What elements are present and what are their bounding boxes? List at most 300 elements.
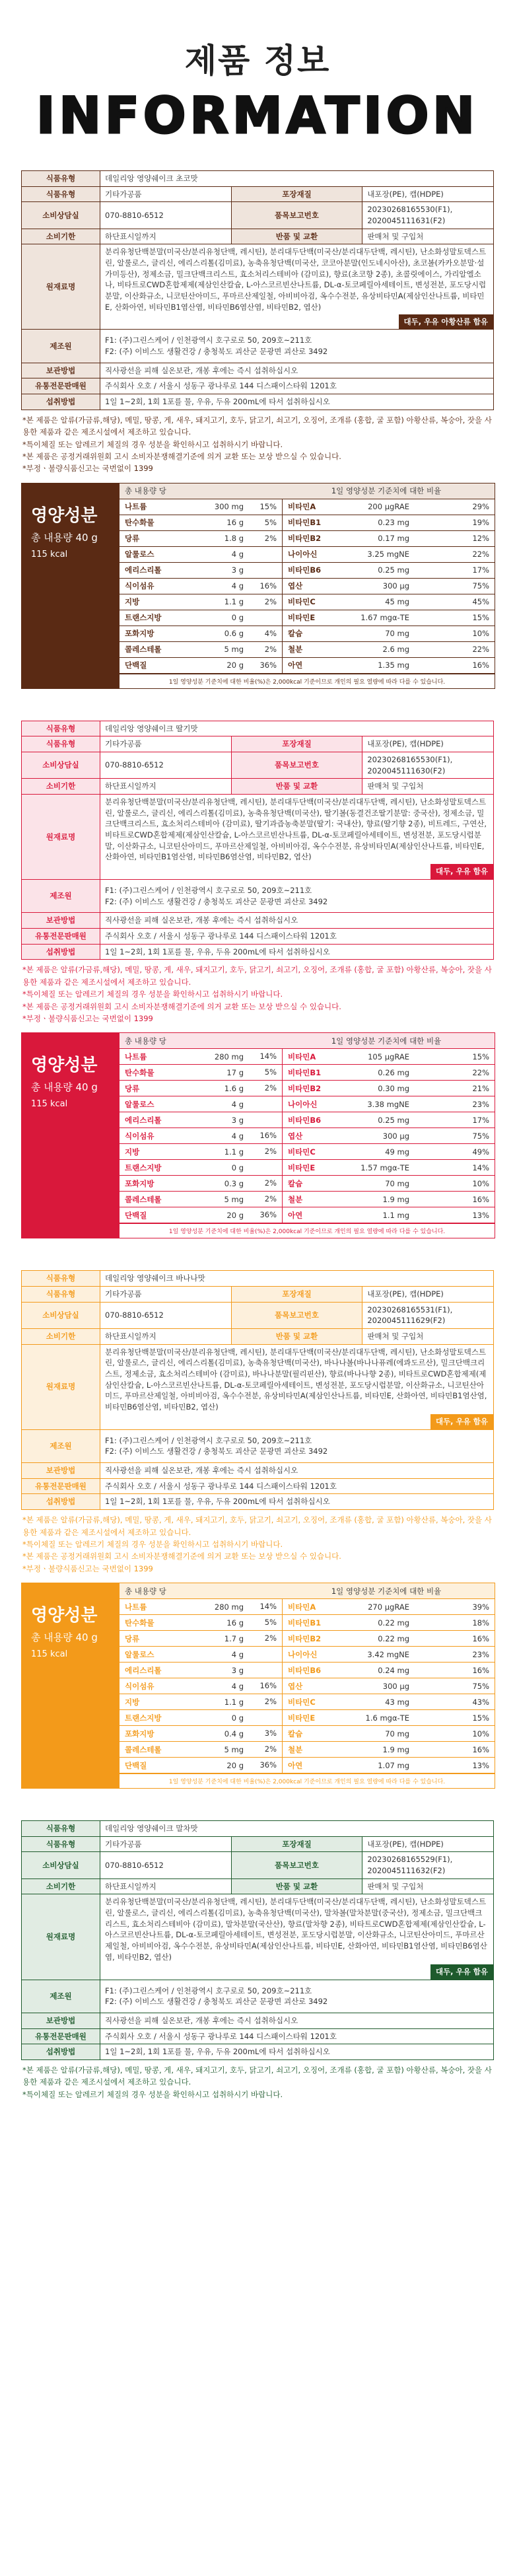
nutrition-row — [120, 1694, 495, 1710]
nutrition-cell: 13% — [472, 1760, 489, 1770]
nutrition-row — [120, 658, 495, 674]
nutrition-row — [120, 547, 495, 563]
product-info-table — [21, 170, 494, 410]
nutrition-cell: 0.23 mg — [378, 518, 409, 528]
page-title: 제품 정보 — [184, 42, 331, 80]
nutrition-row — [120, 1192, 495, 1207]
nutrition-footnote: 1일 영양성분 기준치에 대한 비율(%)은 2,000kcal 기준이므로 개인의 필요 열량에 따라 다를 수 있습니다. — [120, 1223, 495, 1238]
nutrition-cell: 200 μgRAE — [368, 502, 409, 512]
nutrition-summary — [22, 483, 120, 688]
nutrition-cell: 5% — [248, 1065, 283, 1080]
nutrition-cell: 21% — [472, 1083, 489, 1093]
nutrition-cell: 0.24 mg — [378, 1665, 409, 1675]
nutrition-cell: 2% — [248, 1631, 283, 1646]
nutrition-cell: 1.8 g — [224, 534, 244, 544]
nutrition-cell: 75% — [472, 581, 489, 591]
nutrition-cell: 1.57 mgα-TE — [360, 1163, 409, 1172]
nutrition-row — [120, 642, 495, 658]
consultation-phone: 070-8810-6512 — [100, 752, 232, 779]
nutrition-cell: 트랜스지방 — [125, 613, 162, 623]
nutrition-cell: 4 g — [231, 1131, 244, 1141]
nutrition-cell: 포화지방 — [125, 629, 154, 639]
nutrition-cell: 23% — [472, 1099, 489, 1109]
nutrition-cell: 3% — [248, 1726, 283, 1741]
allergen-badge: 대두, 우유 아황산류 함유 — [399, 314, 493, 330]
nutrition-cell: 15% — [472, 1713, 489, 1723]
nutrition-cell: 0 g — [231, 613, 244, 623]
nutrition-cell: 알룰로스 — [125, 1649, 154, 1659]
nutrition-cell: 36% — [248, 658, 283, 673]
nutrition-cell: 4 g — [231, 550, 244, 559]
nutrition-cell: 15% — [472, 1052, 489, 1061]
product-section — [21, 721, 494, 1239]
ingredients-text: 분리유청단백분말(미국산/분리유청단백, 레시틴), 분리대두단백(미국산/분리대두단백, 레시틴), 난소화성말토덱스트린, 알룰로스, 글리신, 에리스리톨(김미료), 농축유청단백(미국산), 말차볼(말차분말(중국산), 정제소금, 밀크단백크리스트, 효소처리스테비아 (감미료), 말차분말(국산산), 향료(말차향 2종), 비타트로CWD혼합제제(제삼인산칼슘, L-아스코르빈산나트륨, DL-α-토코페릴아세테이트, 변성전분, 포도당시럽분말, 이산화규소, 니코틴산아미드, 푸마르산제일철, 아비비아검, 옥수수전분, 유상비타민A(제삼인산나트륨, 비타민E, 산화아연, 비타민B1염산염, 비타민B6염산염, 비타민B2, 엽산) — [105, 1897, 487, 1962]
nutrition-cell: 트랜스지방 — [125, 1163, 162, 1172]
food-type: 기타가공품 — [100, 736, 232, 752]
nutrition-cell: 콜레스테롤 — [125, 1744, 162, 1754]
nutrition-row — [120, 579, 495, 594]
nutrition-cell: 2% — [248, 1694, 283, 1709]
label-ingredients: 원재료명 — [22, 1894, 100, 1980]
nutrition-cell: 280 mg — [214, 1052, 244, 1061]
nutrition-cell: 19% — [472, 518, 489, 528]
product-name: 데일리앙 영양쉐이크 말차맛 — [100, 1821, 494, 1837]
label-manufacturer: 제조원 — [22, 330, 100, 363]
product-name: 데일리앙 영양쉐이크 딸기맛 — [100, 721, 494, 736]
nutrition-cell: 비타민E — [288, 1713, 316, 1723]
nutrition-cell: 300 mg — [214, 502, 244, 512]
nutrition-row — [120, 1599, 495, 1615]
storage: 직사광선을 피해 실온보관, 개봉 후에는 즉시 섭취하십시오 — [100, 363, 494, 378]
nutrition-cell: 3.42 mgNE — [367, 1649, 409, 1659]
label-intake: 섭취방법 — [22, 944, 100, 960]
nutrition-cell: 비타민A — [288, 502, 316, 512]
nutrition-row — [120, 531, 495, 547]
nutrition-cell: 식이섬유 — [125, 1131, 154, 1141]
product-section — [21, 1820, 494, 2108]
nutrition-weight: 총 내용량 40 g — [31, 1631, 98, 1644]
nutrition-ratio-label: 1일 영양성분 기준치에 대한 비율 — [331, 1586, 442, 1596]
section-gap — [0, 689, 515, 721]
report-no: 20230268165530(F1), 2020045111630(F2) — [362, 752, 494, 779]
nutrition-cell: 0.22 mg — [378, 1618, 409, 1628]
label-distributor: 유통전문판매원 — [22, 929, 100, 945]
label-product-name: 식품유형 — [22, 1821, 100, 1837]
nutrition-cell: 300 μg — [382, 581, 409, 591]
nutrition-cell: 36% — [248, 1207, 283, 1223]
nutrition-cell: 1.9 mg — [382, 1194, 409, 1204]
notes: *본 제품은 알류(가금류,해당), 메밀, 땅콩, 게, 새우, 돼지고기, 호두, 닭고기, 쇠고기, 오징어, 조개류 (홍합, 굴 포함) 아황산류, 복숭아, 잣을 사용한 제품과 같은 제조시설에서 제조하고 있습니다. *특이체질 또는 알레르기 체질의 경우 성분을 확인하시고 섭취하시기 바랍니다. — [22, 2065, 492, 2099]
nutrition-per-label: 총 내용량 당 — [125, 1036, 166, 1046]
ingredients-cell — [100, 795, 494, 880]
nutrition-kcal: 115 kcal — [31, 1099, 68, 1110]
nutrition-ratio-label: 1일 영양성분 기준치에 대한 비율 — [331, 1036, 442, 1046]
allergen-badge: 대두, 우유 함유 — [430, 1964, 493, 1980]
nutrition-row — [120, 1678, 495, 1694]
exchange: 판매처 및 구입처 — [362, 1878, 494, 1894]
nutrition-cell: 16% — [248, 1128, 283, 1143]
nutrition-cell: 280 mg — [214, 1602, 244, 1612]
ingredients-text: 분리유청단백분말(미국산/분리유청단백, 레시틴), 분리대두단백(미국산/분리대두단백, 레시틴), 난소화성말토덱스트린, 알룰로스, 글리신, 에리스리톨(김미료), 농축유청단백(미국산, 코코아분말(인도네시아산), 초코볼(카카오분말·설가미등산), 정제소금, 밀크단백크리스트, 효소처리스테비아 (감미료), 향료(초코향 2종), 초콜릿에이스, 가리알엘소나, 비타트로CWD혼합제제(제삼인산칼슘, L-아스코르빈산나트륨, DL-α-토코페릴아세테이트, 변성전분, 포도당시럽분말, 이산화규소, 니코틴산아미드, 푸마르산제일철, 아비비아검, 옥수수전분, 유상비타민A(제삼인산나트륨, 비타민E, 산화아연, 비타민B1염산염, 비타민B6염산염, 비타민B2, 엽산) — [105, 247, 487, 312]
label-exchange: 반품 및 교환 — [231, 229, 362, 244]
nutrition-cell: 36% — [248, 1758, 283, 1773]
nutrition-row — [120, 515, 495, 531]
label-product-name: 식품유형 — [22, 171, 100, 187]
nutrition-cell: 콜레스테롤 — [125, 645, 162, 655]
nutrition-cell: 17 g — [226, 1067, 244, 1077]
consultation-phone: 070-8810-6512 — [100, 1302, 232, 1328]
nutrition-cell: 22% — [472, 1067, 489, 1077]
product-info-table — [21, 1820, 494, 2060]
nutrition-cell: 20 g — [226, 661, 244, 670]
nutrition-row — [120, 1647, 495, 1663]
notes: *본 제품은 알류(가금류,해당), 메밀, 땅콩, 게, 새우, 돼지고기, 호두, 닭고기, 쇠고기, 오징어, 조개류 (홍합, 굴 포함) 아황산류, 복숭아, 잣을 사용한 제품과 같은 제조시설에서 제조하고 있습니다. *특이체질 또는 알레르기 체질의 경우 성분을 확인하시고 섭취하시기 바랍니다. *본 제품은 공정거래위원회 고시 소비자분쟁해결기준에 의거 교환 또는 보상 받으실 수 있습니다. *부정ㆍ불량식품신고는 국번없이 1399 — [22, 965, 492, 1024]
distributor: 주식회사 오호 / 서울시 성동구 광나루로 144 디스패이스타워 1201호 — [100, 2028, 494, 2044]
nutrition-cell: 3.25 mgNE — [367, 550, 409, 559]
nutrition-cell: 70 mg — [385, 629, 409, 639]
nutrition-cell: 알룰로스 — [125, 550, 154, 559]
nutrition-cell: 1.1 g — [224, 1147, 244, 1157]
nutrition-row — [120, 1112, 495, 1128]
nutrition-cell: 3.38 mgNE — [367, 1099, 409, 1109]
product-section — [21, 1270, 494, 1789]
nutrition-cell: 비타민B6 — [288, 565, 322, 575]
nutrition-cell: 16% — [472, 1744, 489, 1754]
nutrition-cell: 16% — [472, 661, 489, 670]
nutrition-row — [120, 1710, 495, 1726]
nutrition-cell: 14% — [248, 1049, 283, 1064]
nutrition-cell: 1.1 g — [224, 597, 244, 607]
nutrition-cell — [248, 1710, 283, 1725]
nutrition-cell: 3 g — [231, 1115, 244, 1125]
nutrition-row — [120, 1758, 495, 1773]
nutrition-cell: 39% — [472, 1602, 489, 1612]
nutrition-cell: 나트륨 — [125, 1602, 147, 1612]
nutrition-cell: 300 μg — [382, 1681, 409, 1691]
nutrition-cell — [248, 610, 283, 626]
nutrition-cell — [248, 1096, 283, 1112]
nutrition-cell: 지방 — [125, 1697, 140, 1707]
nutrition-cell: 16% — [472, 1633, 489, 1643]
nutrition-cell: 나트륨 — [125, 502, 147, 512]
nutrition-cell: 20 g — [226, 1210, 244, 1220]
nutrition-row — [120, 1726, 495, 1742]
expiry: 하단표시일까지 — [100, 1878, 232, 1894]
nutrition-cell: 아연 — [288, 1210, 303, 1220]
nutrition-cell: 29% — [472, 502, 489, 512]
nutrition-row — [120, 1207, 495, 1223]
notes: *본 제품은 알류(가금류,해당), 메밀, 땅콩, 게, 새우, 돼지고기, 호두, 닭고기, 쇠고기, 오징어, 조개류 (홍합, 굴 포함) 아황산류, 복숭아, 잣을 사용한 제품과 같은 제조시설에서 제조하고 있습니다. *특이체질 또는 알레르기 체질의 경우 성분을 확인하시고 섭취하시기 바랍니다. *본 제품은 공정거래위원회 고시 소비자분쟁해결기준에 의거 교환 또는 보상 받으실 수 있습니다. *부정ㆍ불량식품신고는 국번없이 1399 — [22, 1515, 492, 1573]
nutrition-cell: 4 g — [231, 1649, 244, 1659]
label-distributor: 유통전문판매원 — [22, 1478, 100, 1494]
nutrition-cell: 17% — [472, 1115, 489, 1125]
product-list — [0, 170, 515, 2140]
nutrition-cell: 비타민B1 — [288, 518, 322, 528]
nutrition-cell: 비타민E — [288, 1163, 316, 1172]
intake: 1일 1~2회, 1회 1포를 물, 우유, 두유 200mL에 타서 섭취하십시오 — [100, 394, 494, 410]
packaging: 내포장(PE), 캡(HDPE) — [362, 1836, 494, 1852]
exchange: 판매처 및 구입처 — [362, 779, 494, 795]
page-header — [0, 0, 515, 170]
nutrition-header-row — [120, 483, 495, 499]
nutrition-table — [21, 1032, 495, 1238]
nutrition-table — [21, 483, 495, 689]
nutrition-cell: 2% — [248, 1144, 283, 1159]
label-report-no: 품목보고번호 — [231, 1852, 362, 1878]
ingredients-text: 분리유청단백분말(미국산/분리유청단백, 레시틴), 분리대두단백(미국산/분리대두단백, 레시틴), 난소화성말토덱스트린, 알룰로스, 글리신, 에리스리톨(김미료), 농축유청단백(미국산), 바나나볼(바나나퓨레(에콰도르산), 밀크단백크리스트, 정제소금, 효소처리스테비아 (감미료), 바나나분말(필리핀산), 향료(바나나향 2종), 비타트로CWD혼합제제(제삼인산칼슘, L-아스코르빈산나트륨, DL-α-토코페릴아세테이트, 변성전분, 포도당시럽분말, 이산화규소, 니코틴산아미드, 푸마르산제일철, 아비비아검, 옥수수전분, 유상비타민A(제삼인산나트륨, 비타민E, 산화아연, 비타민B1염산염, 비타민B6염산염, 비타민B2, 엽산) — [105, 1347, 487, 1412]
intake: 1일 1~2회, 1회 1포를 물, 우유, 두유 200mL에 타서 섭취하십시오 — [100, 1494, 494, 1510]
nutrition-title: 영양성분 — [31, 1606, 98, 1626]
nutrition-row — [120, 1663, 495, 1678]
nutrition-cell: 5 mg — [224, 1194, 244, 1204]
exchange: 판매처 및 구입처 — [362, 1329, 494, 1345]
nutrition-cell: 1.35 mg — [378, 661, 409, 670]
nutrition-cell: 비타민B6 — [288, 1115, 322, 1125]
product-info-table — [21, 1270, 494, 1510]
packaging: 내포장(PE), 캡(HDPE) — [362, 1287, 494, 1303]
nutrition-cell: 70 mg — [385, 1729, 409, 1738]
nutrition-cell: 비타민B6 — [288, 1665, 322, 1675]
label-exchange: 반품 및 교환 — [231, 1329, 362, 1345]
nutrition-footnote: 1일 영양성분 기준치에 대한 비율(%)은 2,000kcal 기준이므로 개인의 필요 열량에 따라 다를 수 있습니다. — [120, 1773, 495, 1788]
consultation-phone: 070-8810-6512 — [100, 202, 232, 229]
nutrition-cell: 300 μg — [382, 1131, 409, 1141]
label-product-name: 식품유형 — [22, 1271, 100, 1287]
product-name: 데일리앙 영양쉐이크 바나나맛 — [100, 1271, 494, 1287]
food-type: 기타가공품 — [100, 186, 232, 202]
nutrition-cell: 17% — [472, 565, 489, 575]
nutrition-cell: 43% — [472, 1697, 489, 1707]
nutrition-row — [120, 610, 495, 626]
nutrition-cell: 10% — [472, 1178, 489, 1188]
ingredients-cell — [100, 1344, 494, 1429]
nutrition-cell: 16% — [248, 579, 283, 594]
nutrition-cell: 칼슘 — [288, 629, 303, 639]
nutrition-cell: 트랜스지방 — [125, 1713, 162, 1723]
nutrition-cell: 엽산 — [288, 1681, 303, 1691]
nutrition-cell: 지방 — [125, 597, 140, 607]
nutrition-cell: 14% — [472, 1163, 489, 1172]
nutrition-cell: 5 mg — [224, 1744, 244, 1754]
label-product-name: 식품유형 — [22, 721, 100, 736]
nutrition-cell: 75% — [472, 1131, 489, 1141]
label-ingredients: 원재료명 — [22, 795, 100, 880]
nutrition-cell: 2% — [248, 1742, 283, 1757]
nutrition-cell: 칼슘 — [288, 1178, 303, 1188]
nutrition-cell: 1.6 g — [224, 1083, 244, 1093]
nutrition-cell: 비타민C — [288, 1697, 316, 1707]
nutrition-cell: 비타민B2 — [288, 1083, 322, 1093]
nutrition-cell: 아연 — [288, 1760, 303, 1770]
nutrition-cell: 1.9 mg — [382, 1744, 409, 1754]
exchange: 판매처 및 구입처 — [362, 229, 494, 244]
label-packaging: 포장재질 — [231, 1287, 362, 1303]
nutrition-cell: 당류 — [125, 534, 140, 544]
nutrition-cell: 49% — [472, 1147, 489, 1157]
label-ingredients: 원재료명 — [22, 1344, 100, 1429]
nutrition-title: 영양성분 — [31, 1055, 98, 1076]
nutrition-cell: 0.22 mg — [378, 1633, 409, 1643]
nutrition-cell: 에리스리톨 — [125, 1665, 162, 1675]
product-name: 데일리앙 영양쉐이크 초코맛 — [100, 171, 494, 187]
nutrition-cell: 12% — [472, 534, 489, 544]
nutrition-row — [120, 626, 495, 642]
nutrition-cell: 칼슘 — [288, 1729, 303, 1738]
label-storage: 보관방법 — [22, 2013, 100, 2028]
nutrition-table — [21, 1583, 495, 1789]
nutrition-cell: 15% — [248, 499, 283, 515]
label-consultation: 소비상담실 — [22, 202, 100, 229]
section-gap — [0, 1238, 515, 1270]
label-storage: 보관방법 — [22, 1463, 100, 1479]
nutrition-cell: 비타민E — [288, 613, 316, 623]
manufacturer: F1: (주)그린스케어 / 인천광역시 호구로로 50, 209호~211호 F2: (주) 이비스도 생활건강 / 충청북도 괴산군 문광면 괴산로 3492 — [100, 1429, 494, 1462]
food-type: 기타가공품 — [100, 1836, 232, 1852]
storage: 직사광선을 피해 실온보관, 개봉 후에는 즉시 섭취하십시오 — [100, 1463, 494, 1479]
nutrition-cell: 비타민A — [288, 1602, 316, 1612]
nutrition-cell: 2% — [248, 594, 283, 610]
label-packaging: 포장재질 — [231, 1836, 362, 1852]
packaging: 내포장(PE), 캡(HDPE) — [362, 186, 494, 202]
label-report-no: 품목보고번호 — [231, 752, 362, 779]
nutrition-per-label: 총 내용량 당 — [125, 486, 166, 496]
nutrition-weight: 총 내용량 40 g — [31, 1081, 98, 1094]
nutrition-cell: 70 mg — [385, 1178, 409, 1188]
nutrition-cell: 16% — [472, 1194, 489, 1204]
nutrition-cell — [248, 1647, 283, 1662]
page-subtitle: INFORMATION — [36, 86, 479, 145]
nutrition-cell: 비타민B2 — [288, 534, 322, 544]
nutrition-cell: 단백질 — [125, 1760, 147, 1770]
nutrition-cell: 2% — [248, 1192, 283, 1207]
nutrition-kcal: 115 kcal — [31, 549, 68, 559]
label-expiry: 소비기한 — [22, 229, 100, 244]
nutrition-cell: 1.1 mg — [382, 1210, 409, 1220]
nutrition-cell: 10% — [472, 629, 489, 639]
section-gap — [0, 1789, 515, 1820]
nutrition-row — [120, 1615, 495, 1631]
label-expiry: 소비기한 — [22, 779, 100, 795]
nutrition-cell: 아연 — [288, 661, 303, 670]
nutrition-title: 영양성분 — [31, 505, 98, 526]
nutrition-cell: 270 μgRAE — [368, 1602, 409, 1612]
notes: *본 제품은 알류(가금류,해당), 메밀, 땅콩, 게, 새우, 돼지고기, 호두, 닭고기, 쇠고기, 오징어, 조개류 (홍합, 굴 포함) 아황산류, 복숭아, 잣을 사용한 제품과 같은 제조시설에서 제조하고 있습니다. *특이체질 또는 알레르기 체질의 경우 성분을 확인하시고 섭취하시기 바랍니다. *본 제품은 공정거래위원회 고시 소비자분쟁해결기준에 의거 교환 또는 보상 받으실 수 있습니다. *부정ㆍ불량식품신고는 국번없이 1399 — [22, 415, 492, 474]
nutrition-per-label: 총 내용량 당 — [125, 1586, 166, 1596]
nutrition-cell: 4 g — [231, 1099, 244, 1109]
nutrition-row — [120, 563, 495, 579]
nutrition-values — [120, 1033, 495, 1238]
nutrition-cell: 탄수화물 — [125, 1618, 154, 1628]
label-expiry: 소비기한 — [22, 1329, 100, 1345]
nutrition-cell: 14% — [248, 1599, 283, 1614]
label-manufacturer: 제조원 — [22, 1980, 100, 2013]
label-manufacturer: 제조원 — [22, 1429, 100, 1462]
nutrition-cell: 비타민C — [288, 1147, 316, 1157]
nutrition-cell: 비타민B1 — [288, 1067, 322, 1077]
nutrition-header-row — [120, 1583, 495, 1599]
nutrition-values — [120, 483, 495, 688]
nutrition-cell: 알룰로스 — [125, 1099, 154, 1109]
nutrition-cell — [248, 1160, 283, 1175]
label-report-no: 품목보고번호 — [231, 202, 362, 229]
distributor: 주식회사 오호 / 서울시 성동구 광나루로 144 디스패이스타워 1201호 — [100, 378, 494, 394]
nutrition-cell: 당류 — [125, 1633, 140, 1643]
nutrition-cell: 2% — [248, 531, 283, 546]
nutrition-cell: 0.25 mg — [378, 1115, 409, 1125]
label-intake: 섭취방법 — [22, 1494, 100, 1510]
label-ingredients: 원재료명 — [22, 244, 100, 330]
expiry: 하단표시일까지 — [100, 1329, 232, 1345]
consultation-phone: 070-8810-6512 — [100, 1852, 232, 1878]
nutrition-cell: 18% — [472, 1618, 489, 1628]
label-distributor: 유통전문판매원 — [22, 2028, 100, 2044]
nutrition-row — [120, 499, 495, 515]
nutrition-cell — [248, 1112, 283, 1127]
nutrition-cell: 비타민A — [288, 1052, 316, 1061]
nutrition-cell — [248, 563, 283, 578]
product-section — [21, 170, 494, 689]
nutrition-cell: 75% — [472, 1681, 489, 1691]
nutrition-cell: 10% — [472, 1729, 489, 1738]
nutrition-row — [120, 1144, 495, 1160]
distributor: 주식회사 오호 / 서울시 성동구 광나루로 144 디스패이스타워 1201호 — [100, 1478, 494, 1494]
label-intake: 섭취방법 — [22, 2044, 100, 2060]
report-no: 20230268165531(F1), 2020045111629(F2) — [362, 1302, 494, 1328]
nutrition-cell: 0.30 mg — [378, 1083, 409, 1093]
nutrition-cell: 0.4 g — [224, 1729, 244, 1738]
nutrition-cell: 2% — [248, 1081, 283, 1096]
label-intake: 섭취방법 — [22, 394, 100, 410]
ingredients-cell — [100, 1894, 494, 1980]
label-consultation: 소비상담실 — [22, 1302, 100, 1328]
nutrition-cell: 나이아신 — [288, 1649, 318, 1659]
nutrition-cell: 엽산 — [288, 581, 303, 591]
ingredients-cell — [100, 244, 494, 330]
nutrition-cell — [248, 1663, 283, 1678]
nutrition-kcal: 115 kcal — [31, 1649, 68, 1660]
nutrition-row — [120, 1742, 495, 1758]
nutrition-cell: 단백질 — [125, 1210, 147, 1220]
nutrition-cell: 엽산 — [288, 1131, 303, 1141]
nutrition-cell — [248, 547, 283, 562]
nutrition-cell: 2% — [248, 642, 283, 657]
nutrition-cell: 16 g — [226, 518, 244, 528]
label-exchange: 반품 및 교환 — [231, 1878, 362, 1894]
nutrition-cell: 포화지방 — [125, 1729, 154, 1738]
nutrition-cell: 식이섬유 — [125, 1681, 154, 1691]
label-expiry: 소비기한 — [22, 1878, 100, 1894]
nutrition-cell: 지방 — [125, 1147, 140, 1157]
nutrition-cell: 0.17 mg — [378, 534, 409, 544]
nutrition-cell: 탄수화물 — [125, 1067, 154, 1077]
label-packaging: 포장재질 — [231, 186, 362, 202]
nutrition-row — [120, 1631, 495, 1647]
nutrition-cell: 49 mg — [385, 1147, 409, 1157]
section-gap — [0, 2108, 515, 2140]
nutrition-cell: 5% — [248, 1615, 283, 1630]
nutrition-cell: 3 g — [231, 565, 244, 575]
nutrition-footnote: 1일 영양성분 기준치에 대한 비율(%)은 2,000kcal 기준이므로 개인의 필요 열량에 따라 다를 수 있습니다. — [120, 674, 495, 688]
storage: 직사광선을 피해 실온보관, 개봉 후에는 즉시 섭취하십시오 — [100, 913, 494, 929]
nutrition-summary — [22, 1033, 120, 1238]
nutrition-row — [120, 1176, 495, 1192]
nutrition-header-row — [120, 1033, 495, 1049]
nutrition-cell: 4 g — [231, 1681, 244, 1691]
nutrition-cell: 에리스리톨 — [125, 565, 162, 575]
nutrition-cell: 0 g — [231, 1163, 244, 1172]
nutrition-cell: 1.7 g — [224, 1633, 244, 1643]
label-food-type: 식품유형 — [22, 186, 100, 202]
